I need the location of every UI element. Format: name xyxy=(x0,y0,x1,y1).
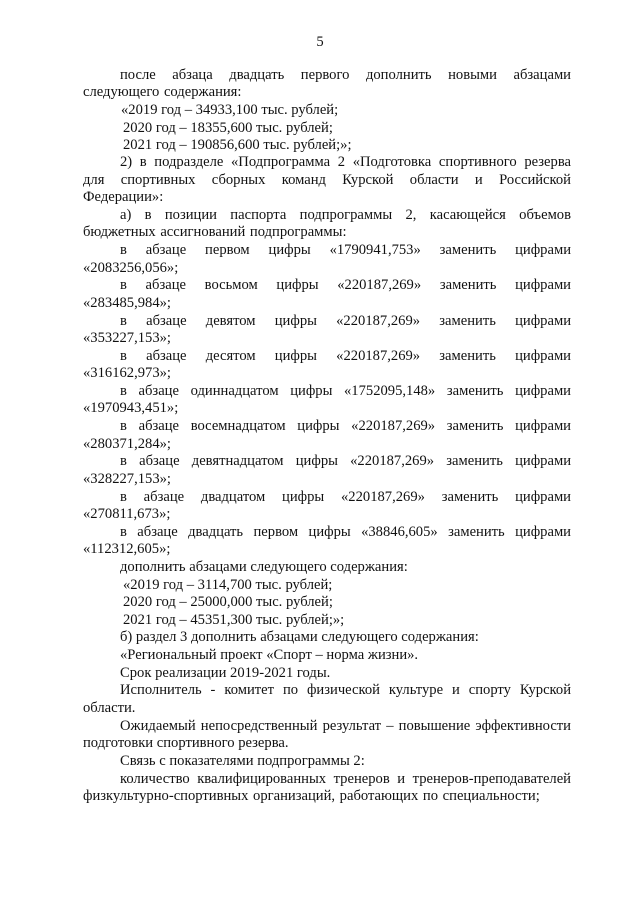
list-item: 2020 год – 18355,600 тыс. рублей; xyxy=(123,119,333,136)
list-item: 2021 год – 45351,300 тыс. рублей;»; xyxy=(123,611,345,628)
list-item: «2019 год – 34933,100 тыс. рублей; xyxy=(121,102,339,119)
paragraph-continuation: «283485,984»; xyxy=(83,294,171,311)
paragraph-line: в абзаце девятом цифры «220187,269» заменить цифрами xyxy=(120,312,571,329)
document-body xyxy=(83,67,571,806)
paragraph: после абзаца двадцать первого дополнить новыми абзацами следующего содержания: xyxy=(83,67,571,101)
paragraph: количество квалифицированных тренеров и тренеров-преподавателей физкультурно-спортивных организаций, работающих по специальности; xyxy=(83,770,571,805)
paragraph: Ожидаемый непосредственный результат – повышение эффективности подготовки спортивного резерва. xyxy=(83,717,571,752)
paragraph: Исполнитель - комитет по физической культуре и спорту Курской области. xyxy=(83,682,571,716)
paragraph-line: в абзаце первом цифры «1790941,753» заменить цифрами xyxy=(120,242,571,259)
paragraph-line: в абзаце одиннадцатом цифры «1752095,148» заменить цифрами xyxy=(120,383,571,400)
paragraph-continuation: «2083256,056»; xyxy=(83,259,179,276)
paragraph-line: в абзаце двадцать первом цифры «38846,605» заменить цифрами xyxy=(120,523,571,540)
paragraph-line: в абзаце восьмом цифры «220187,269» заменить цифрами xyxy=(120,277,571,294)
list-item: 2021 год – 190856,600 тыс. рублей;»; xyxy=(123,137,352,154)
paragraph: 2) в подразделе «Подпрограмма 2 «Подготовка спортивного резерва для спортивных сборных команд Курской области и Российской Федерации»: xyxy=(83,154,571,206)
paragraph: «Региональный проект «Спорт – норма жизни». xyxy=(120,646,419,663)
paragraph-line: в абзаце восемнадцатом цифры «220187,269» заменить цифрами xyxy=(120,418,571,435)
paragraph-continuation: «328227,153»; xyxy=(83,470,171,487)
paragraph-line: в абзаце двадцатом цифры «220187,269» заменить цифрами xyxy=(120,488,571,505)
paragraph-continuation: «316162,973»; xyxy=(83,365,171,382)
list-item: 2020 год – 25000,000 тыс. рублей; xyxy=(123,594,333,611)
paragraph: Срок реализации 2019-2021 годы. xyxy=(120,664,331,681)
paragraph-line: в абзаце девятнадцатом цифры «220187,269» заменить цифрами xyxy=(120,453,571,470)
paragraph-continuation: «353227,153»; xyxy=(83,330,171,347)
paragraph-continuation: «112312,605»; xyxy=(83,541,171,558)
paragraph: а) в позиции паспорта подпрограммы 2, касающейся объемов бюджетных ассигнований подпрограммы: xyxy=(83,207,571,241)
paragraph: б) раздел 3 дополнить абзацами следующего содержания: xyxy=(120,629,479,646)
paragraph: Связь с показателями подпрограммы 2: xyxy=(120,752,365,769)
paragraph-line: в абзаце десятом цифры «220187,269» заменить цифрами xyxy=(120,347,571,364)
page-number: 5 xyxy=(316,34,324,50)
list-item: «2019 год – 3114,700 тыс. рублей; xyxy=(123,576,333,593)
paragraph-continuation: «270811,673»; xyxy=(83,506,171,523)
paragraph: дополнить абзацами следующего содержания: xyxy=(120,559,408,576)
paragraph-continuation: «280371,284»; xyxy=(83,435,171,452)
paragraph-continuation: «1970943,451»; xyxy=(83,400,179,417)
